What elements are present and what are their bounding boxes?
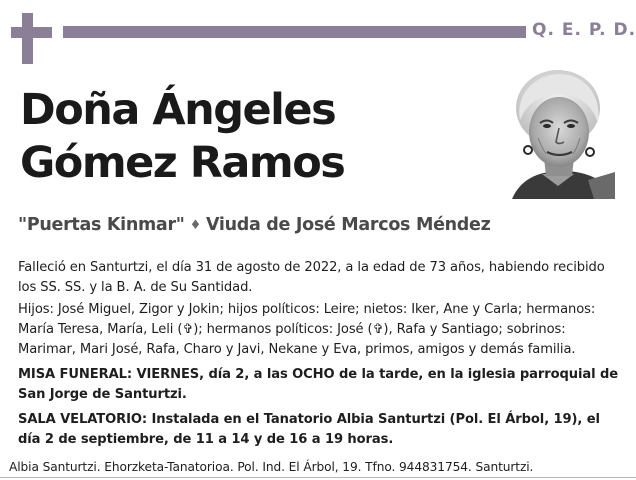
bottom-divider bbox=[0, 477, 636, 478]
portrait-photo bbox=[502, 68, 615, 199]
widow-of: Viuda de José Marcos Méndez bbox=[205, 215, 491, 235]
funeral-mass-info: MISA FUNERAL: VIERNES, día 2, a las OCHO de la tarde, en la iglesia parroquial de San Jorge de Santurtzi. bbox=[18, 367, 619, 402]
death-details: Falleció en Santurtzi, el día 31 de agosto de 2022, a la edad de 73 años, habiendo recibido los SS. SS. y la B. A. de Su Santidad. bbox=[18, 260, 605, 295]
wake-room-info: SALA VELATORIO: Instalada en el Tanatorio Albia Santurtzi (Pol. El Árbol, 19), el día 2 de septiembre, de 11 a 14 y de 16 a 19 horas. bbox=[18, 412, 600, 447]
qepd-label: Q. E. P. D. bbox=[532, 20, 636, 40]
deceased-name-line2: Gómez Ramos bbox=[20, 138, 345, 188]
portrait-image bbox=[502, 68, 615, 199]
deceased-name bbox=[20, 84, 490, 190]
family-list: Hijos: José Miguel, Zigor y Jokin; hijos políticos: Leire; nietos: Iker, Ane y Carla; hermanos: María Teresa, María, Leli (✞); hermanos políticos: José (✞), Rafa y Santiago; sobrinos: Marimar, Mari José, Rafa, Charo y Javi, Nekane y Eva, primos, amigos y demás familia. bbox=[18, 302, 596, 357]
cross-icon bbox=[22, 13, 33, 64]
deceased-subtitle bbox=[18, 215, 490, 235]
funeral-home-footer: Albia Santurtzi. Ehorzketa-Tanatorioa. Pol. Ind. El Árbol, 19. Tfno. 944831754. Santurtzi. bbox=[9, 460, 534, 474]
header-rule bbox=[63, 26, 526, 38]
deceased-name-line1: Doña Ángeles bbox=[20, 85, 336, 135]
nickname: "Puertas Kinmar" bbox=[18, 215, 185, 235]
cross-icon-arm bbox=[11, 27, 52, 38]
diamond-separator-icon: ♦ bbox=[189, 218, 201, 233]
